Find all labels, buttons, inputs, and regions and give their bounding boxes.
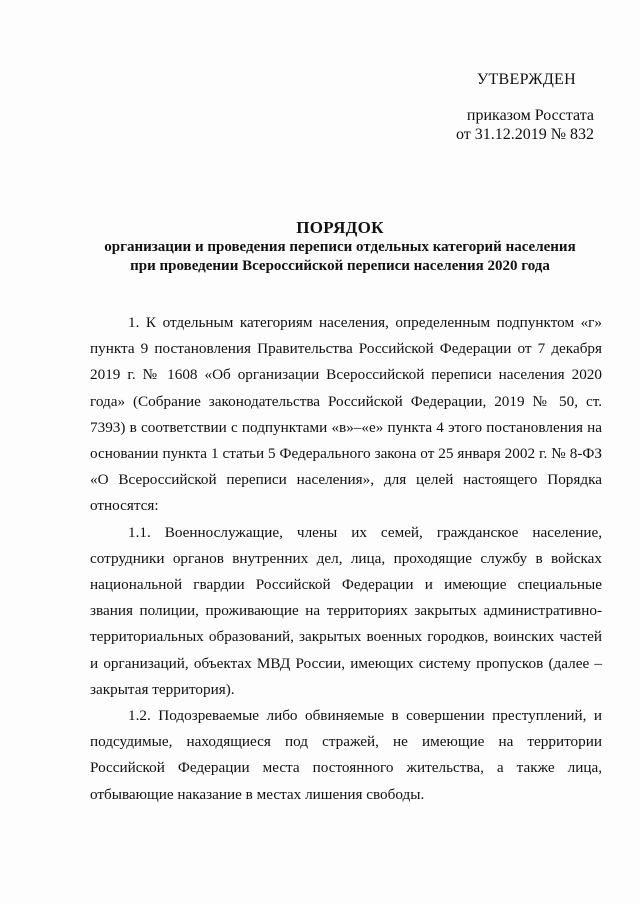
document-subtitle-line-1: организации и проведения переписи отдельных категорий населения <box>104 239 576 255</box>
approval-date-line: от 31.12.2019 № 832 <box>455 126 594 143</box>
document-subtitle-line-2: при проведении Всероссийской переписи населения 2020 года <box>130 258 550 274</box>
paragraph-1-1: 1.1. Военнослужащие, члены их семей, гражданское население, сотрудники органов внутренних дел, лица, проходящие службу в войсках национальной гвардии Российской Федерации и имеющие специальные звания полиции, проживающие на территориях закрытых административно-территориальных образований, закрытых военных городков, воинских частей и организаций, объектах МВД России, имеющих систему пропусков (далее – закрытая территория). <box>90 523 602 698</box>
approval-order-line: приказом Росстата <box>466 107 594 124</box>
paragraph-1-2: 1.2. Подозреваемые либо обвиняемые в совершении преступлений, и подсудимые, находящиеся под стражей, не имеющие на территории Российской Федерации места постоянного жительства, а также лица, отбывающие наказание в местах лишения свободы. <box>90 707 602 803</box>
document-heading <box>90 218 590 276</box>
approval-title: УТВЕРЖДЕН <box>476 71 576 88</box>
document-body <box>90 310 602 808</box>
paragraph-1: 1. К отдельным категориям населения, определенным подпунктом «г» пункта 9 постановления Правительства Российской Федерации от 7 декабря 2019 г. № 1608 «Об организации Всероссийской переписи населения 2020 года» (Собрание законодательства Российской Федерации, 2019 № 50, ст. 7393) в соответствии с подпунктами «в»–«е» пункта 4 этого постановления на основании пункта 1 статьи 5 Федерального закона от 25 января 2002 г. № 8-ФЗ «О Всероссийской переписи населения», для целей настоящего Порядка относятся: <box>90 314 602 515</box>
document-title: ПОРЯДОК <box>296 218 384 237</box>
approval-stamp <box>456 70 594 144</box>
